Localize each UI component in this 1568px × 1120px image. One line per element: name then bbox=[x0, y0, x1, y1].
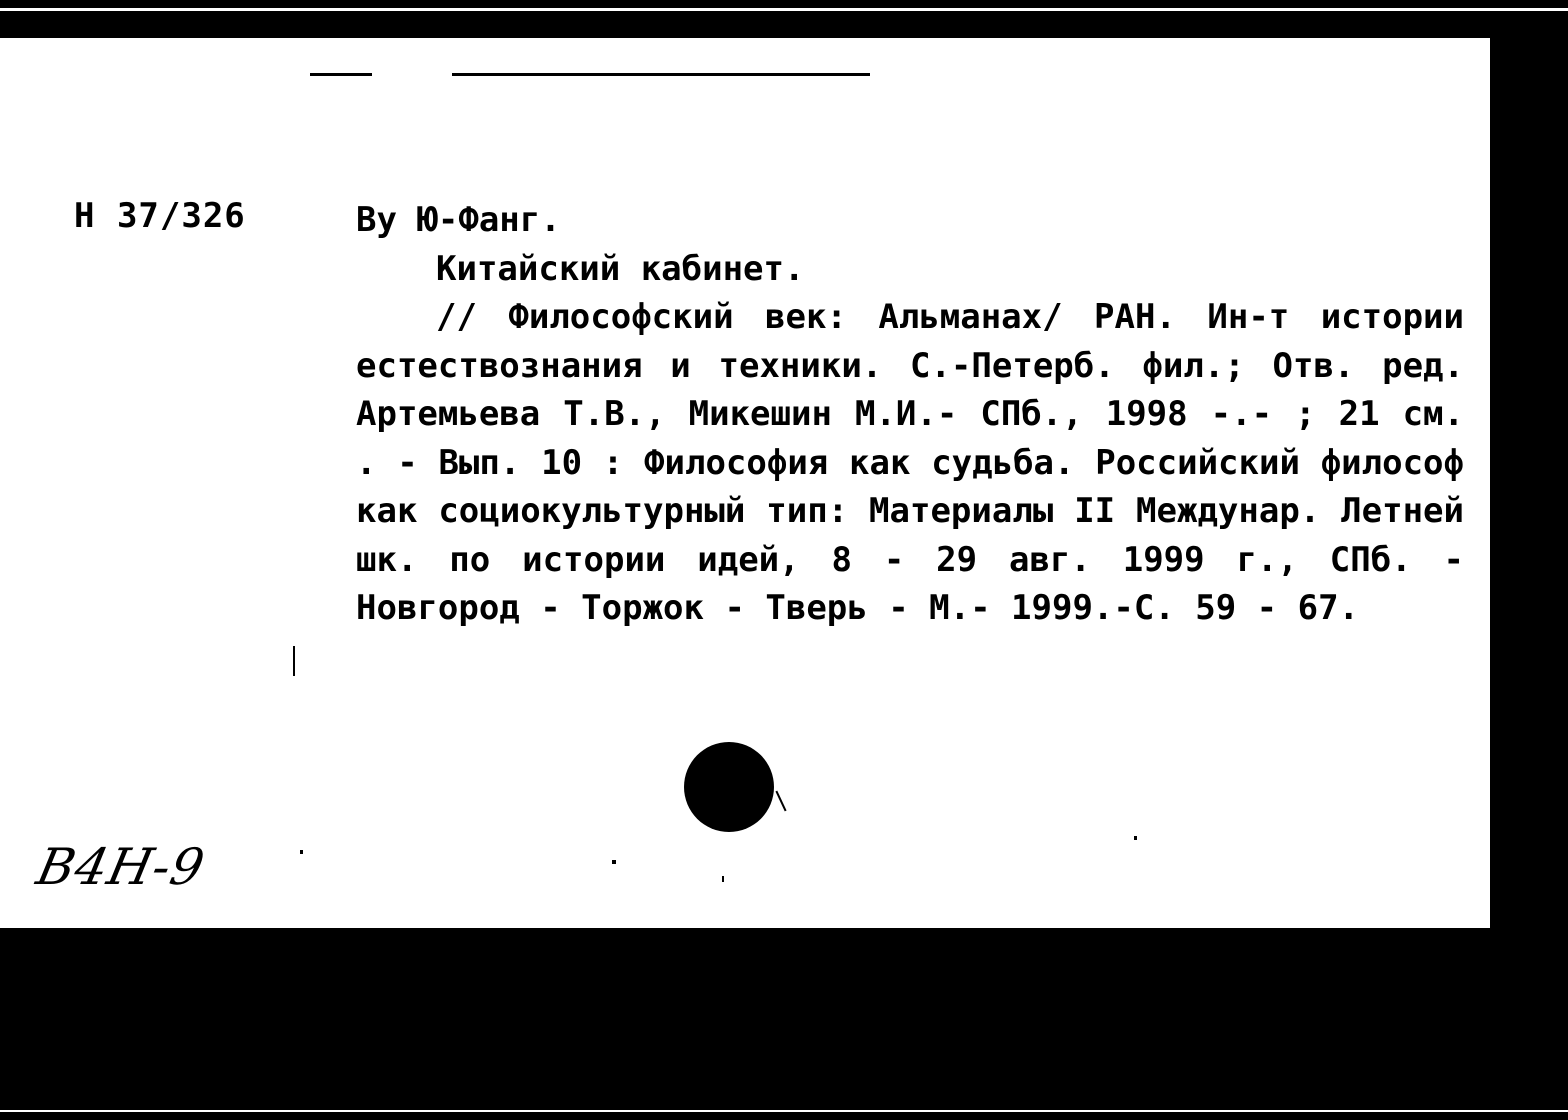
source-description: // Философский век: Альманах/ РАН. Ин-т истории естествознания и техники. С.-Петерб. фил.; Отв. ред. Артемьева Т.В., Микешин М.И.- СПб., 1998 -.- ; 21 см. . - Вып. 10 : Философия как судьба. Российский философ как социокультурный тип: Материалы II Междунар. Летней шк. по истории идей, 8 - 29 авг. 1999 г., СПб. - Новгород - Торжок - Тверь - М.- 1999.-С. 59 - 67. bbox=[356, 297, 1464, 628]
scan-speck bbox=[612, 860, 616, 864]
bottom-scan-line bbox=[0, 1110, 1568, 1112]
author-name: Ву Ю-Фанг. bbox=[356, 200, 561, 240]
work-title: Китайский кабинет. bbox=[436, 248, 805, 289]
header-dash-line bbox=[310, 73, 372, 76]
punch-hole bbox=[684, 742, 774, 832]
scan-speck bbox=[293, 646, 295, 676]
scan-speck bbox=[775, 791, 786, 812]
top-scan-line bbox=[0, 8, 1568, 11]
scan-speck bbox=[300, 850, 303, 854]
header-dash-line bbox=[452, 73, 870, 76]
scan-speck bbox=[722, 876, 724, 882]
shelf-mark: Н 37/326 bbox=[74, 196, 246, 236]
bibliographic-entry bbox=[356, 196, 1464, 633]
scan-speck bbox=[1134, 836, 1137, 840]
handwritten-code: В4Н-9 bbox=[31, 838, 211, 896]
catalog-card bbox=[0, 38, 1490, 928]
